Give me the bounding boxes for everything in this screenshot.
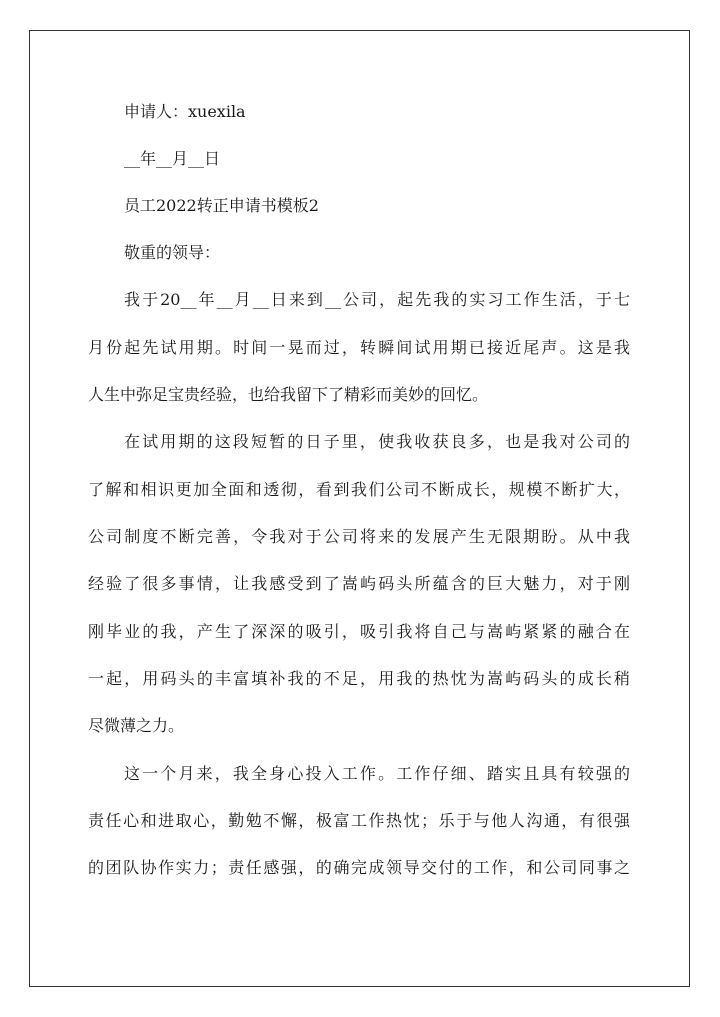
paragraph-1-line-3: 人生中弥足宝贵经验，也给我留下了精彩而美妙的回忆。 — [88, 385, 489, 404]
paragraph-2-line-5: 刚毕业的我，产生了深深的吸引，吸引我将自己与嵩屿紧紧的融合在 — [88, 622, 630, 641]
date-line: __年__月__日 — [124, 149, 221, 168]
paragraph-2-line-7: 尽微薄之力。 — [88, 716, 185, 735]
paragraph-3-line-2: 责任心和进取心，勤勉不懈，极富工作热忱；乐于与他人沟通，有很强 — [88, 811, 630, 830]
paragraph-1-line-1: 我于20__年__月__日来到__公司，起先我的实习工作生活，于七 — [124, 290, 630, 309]
salutation: 敬重的领导： — [124, 243, 221, 262]
paragraph-3-line-1: 这一个月来，我全身心投入工作。工作仔细、踏实且具有较强的 — [124, 764, 630, 783]
applicant-line: 申请人：xuexila — [124, 102, 246, 121]
paragraph-1-line-2: 月份起先试用期。时间一晃而过，转瞬间试用期已接近尾声。这是我 — [88, 338, 630, 357]
paragraph-2-line-3: 公司制度不断完善，令我对于公司将来的发展产生无限期盼。从中我 — [88, 527, 630, 546]
paragraph-2-line-4: 经验了很多事情，让我感受到了嵩屿码头所蕴含的巨大魅力，对于刚 — [88, 574, 630, 593]
paragraph-3-line-3: 的团队协作实力；责任感强，的确完成领导交付的工作，和公司同事之 — [88, 858, 630, 877]
paragraph-2-line-6: 一起，用码头的丰富填补我的不足，用我的热忱为嵩屿码头的成长稍 — [88, 669, 630, 688]
paragraph-2-line-2: 了解和相识更加全面和透彻，看到我们公司不断成长，规模不断扩大， — [88, 480, 630, 499]
document-title: 员工2022转正申请书模板2 — [124, 196, 319, 215]
page-border — [29, 30, 690, 987]
paragraph-2-line-1: 在试用期的这段短暂的日子里，使我收获良多，也是我对公司的 — [124, 432, 630, 451]
